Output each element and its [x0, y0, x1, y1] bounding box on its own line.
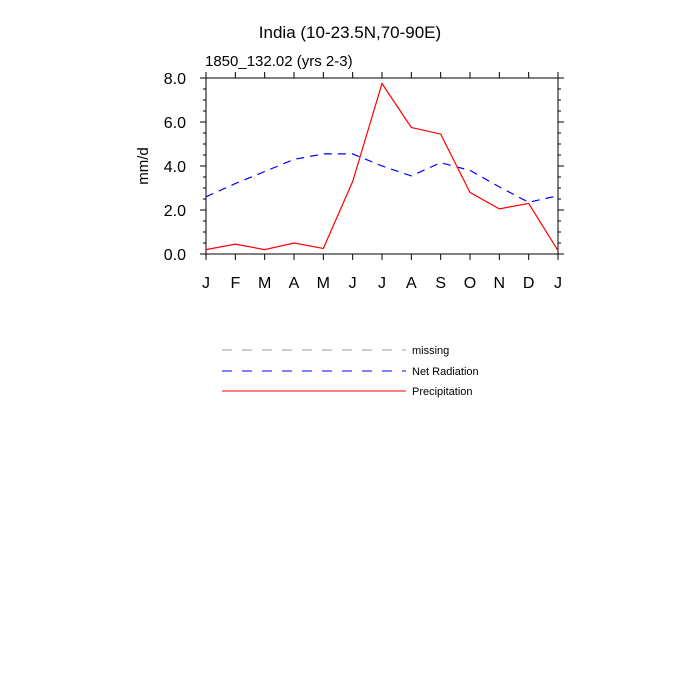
legend: [222, 345, 479, 398]
chart-title: India (10-23.5N,70-90E): [258, 23, 442, 42]
y-tick-label: 4.0: [163, 159, 186, 176]
y-tick-label: 8.0: [163, 71, 186, 88]
series-lines: [206, 84, 558, 251]
x-tick-label: N: [493, 275, 506, 292]
x-tick-label: M: [258, 275, 272, 292]
legend-label: Precipitation: [412, 386, 473, 398]
legend-label: Net Radiation: [412, 366, 479, 378]
y-tick-label: 6.0: [163, 115, 186, 132]
x-tick-label: J: [378, 275, 386, 292]
x-tick-label: D: [522, 275, 535, 292]
series-line-net-radiation: [206, 154, 558, 202]
x-tick-label: J: [348, 275, 357, 292]
y-tick-labels: [164, 71, 186, 264]
x-tick-label: O: [463, 275, 477, 292]
legend-label: missing: [412, 345, 450, 357]
chart-subtitle: 1850_132.02 (yrs 2-3): [205, 53, 353, 70]
x-tick-label: S: [435, 275, 447, 292]
x-tick-label: A: [405, 275, 417, 292]
x-tick-labels: [202, 275, 562, 292]
series-line-precipitation: [206, 84, 558, 251]
x-tick-label: F: [230, 275, 241, 292]
x-tick-label: A: [288, 275, 300, 292]
y-tick-label: 0.0: [163, 247, 186, 264]
y-tick-label: 2.0: [163, 203, 186, 220]
x-tick-label: M: [316, 275, 330, 292]
y-axis-label: mm/d: [135, 147, 152, 185]
x-tick-label: J: [554, 275, 562, 292]
x-tick-label: J: [202, 275, 210, 292]
